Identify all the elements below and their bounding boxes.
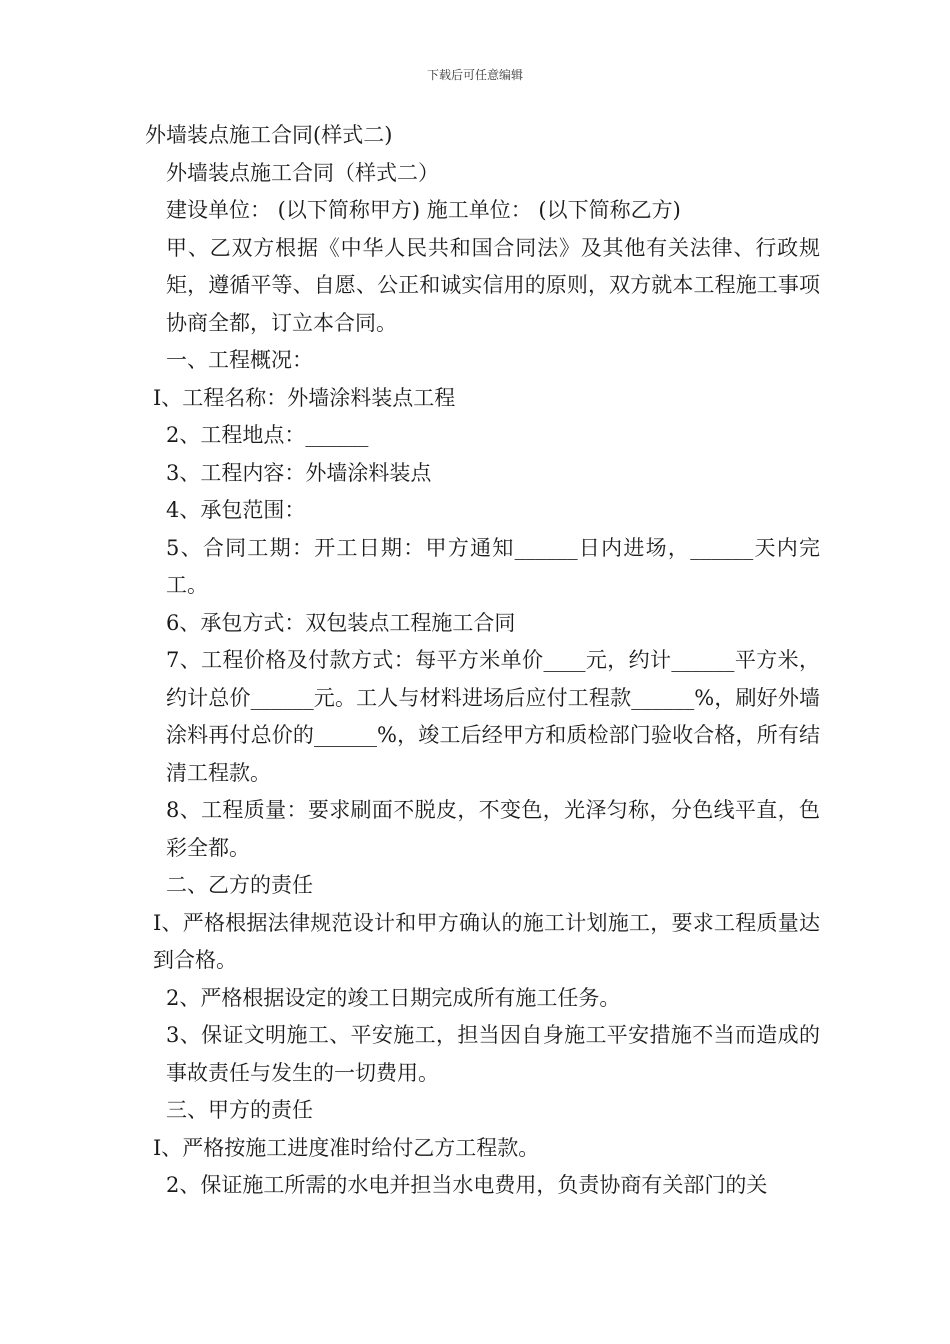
clause-a-1: I、严格按施工进度准时给付乙方工程款。: [153, 1135, 540, 1160]
contract-subtitle: 外墙装点施工合同（样式二）: [166, 160, 439, 185]
clause-b-3: 3、保证文明施工、平安施工，担当因自身施工平安措施不当而造成的事故责任与发生的一切费用。: [166, 1023, 820, 1085]
section-heading-party-b: 二、乙方的责任: [166, 873, 313, 897]
clause-project-name: I、工程名称：外墙涂料装点工程: [153, 385, 456, 410]
clause-contract-scope: 4、承包范围：: [166, 498, 306, 522]
clause-project-location: 2、工程地点：______: [166, 423, 369, 447]
clause-contract-period: 5、合同工期：开工日期：甲方通知______日内进场，______天内完工。: [166, 535, 820, 597]
clause-project-content: 3、工程内容：外墙涂料装点: [166, 460, 432, 485]
clause-quality: 8、工程质量：要求刷面不脱皮，不变色，光泽匀称，分色线平直，色彩全都。: [166, 798, 820, 860]
clause-b-1: I、严格根据法律规范设计和甲方确认的施工计划施工，要求工程质量达到合格。: [153, 910, 820, 972]
section-heading-overview: 一、工程概况：: [166, 348, 313, 372]
clause-price-payment: 7、工程价格及付款方式：每平方米单价____元，约计______平方米，约计总价______元。工人与材料进场后应付工程款______%，刷好外墙涂料再付总价的______%，竣工后经甲方和质检部门验收合格，所有结清工程款。: [166, 648, 820, 785]
section-heading-party-a: 三、甲方的责任: [166, 1098, 313, 1122]
parties-line: 建设单位： (以下简称甲方) 施工单位： (以下简称乙方): [166, 198, 681, 222]
clause-a-2: 2、保证施工所需的水电并担当水电费用，负责协商有关部门的关: [166, 1173, 768, 1197]
clause-b-2: 2、严格根据设定的竣工日期完成所有施工任务。: [166, 985, 621, 1010]
document-body: [145, 117, 820, 1205]
preamble-paragraph: 甲、乙双方根据《中华人民共和国合同法》及其他有关法律、行政规矩，遵循平等、自愿、公正和诚实信用的原则，双方就本工程施工事项协商全都，订立本合同。: [166, 235, 820, 335]
document-title: 外墙装点施工合同(样式二): [145, 123, 393, 147]
page-header: 下载后可任意编辑: [426, 68, 523, 82]
clause-contract-method: 6、承包方式：双包装点工程施工合同: [166, 610, 516, 635]
